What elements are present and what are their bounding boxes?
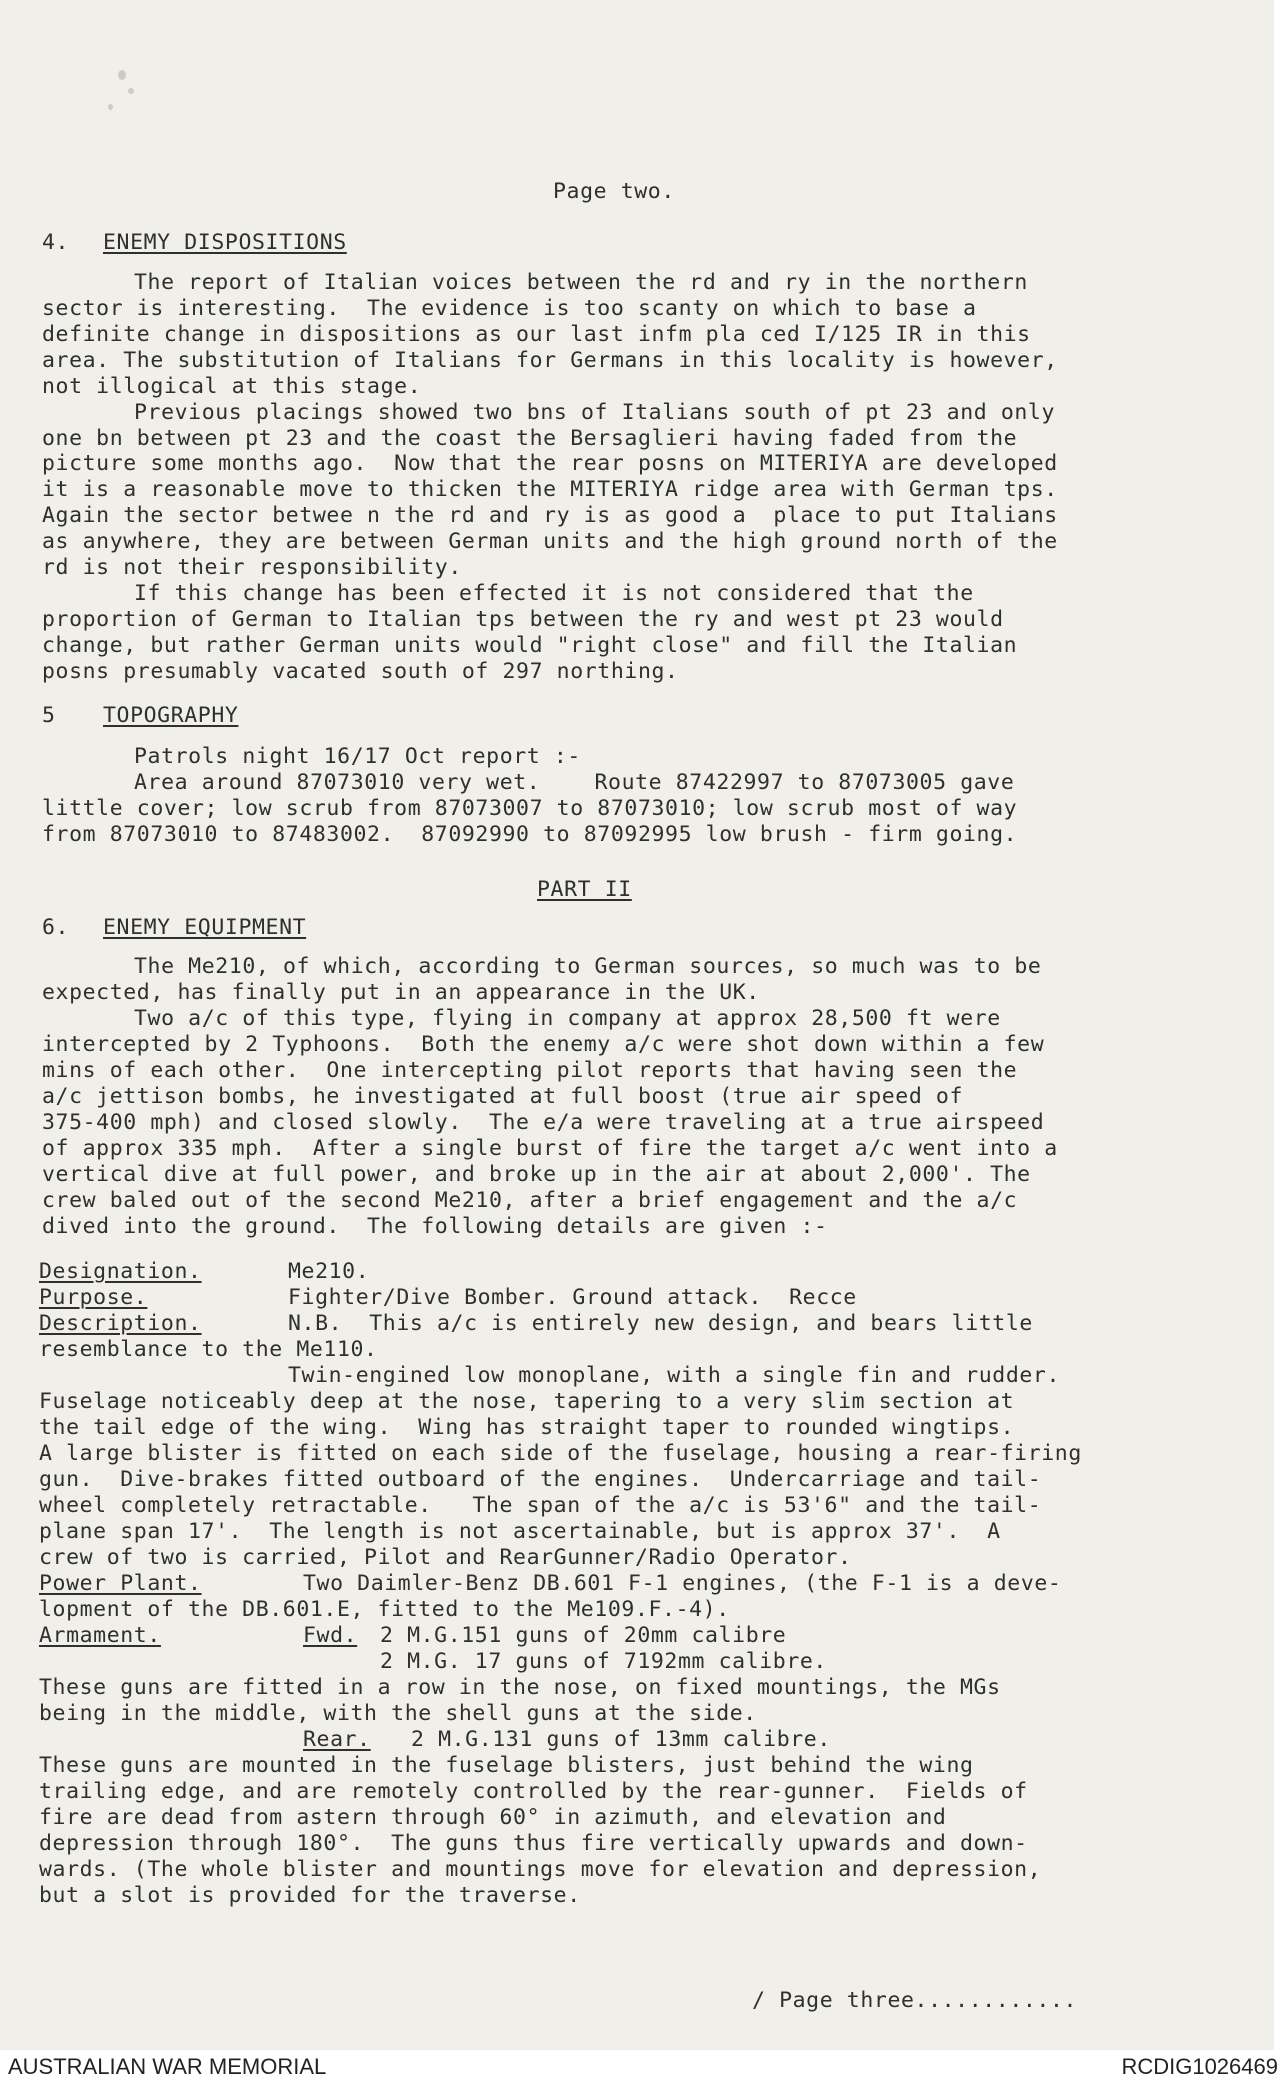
section-6-line: vertical dive at full power, and broke up in the air at about 2,000'. The <box>42 1162 1031 1187</box>
page-continuation: / Page three............ <box>752 1988 1078 2013</box>
section-6-line: Two a/c of this type, flying in company at approx 28,500 ft were <box>134 1006 1001 1031</box>
section-6-line: mins of each other. One intercepting pilot reports that having seen the <box>42 1058 1018 1083</box>
description-line: resemblance to the Me110. <box>39 1337 378 1362</box>
section-4-line: it is a reasonable move to thicken the MITERIYA ridge area with German tps. <box>42 477 1058 502</box>
armament-fwd-line: 2 M.G.151 guns of 20mm calibre <box>380 1623 787 1648</box>
description-value: N.B. This a/c is entirely new design, and bears little <box>288 1311 1033 1336</box>
page-edge <box>1274 0 1288 2050</box>
section-4-line: If this change has been effected it is not considered that the <box>134 581 974 606</box>
section-4-title: ENEMY DISPOSITIONS <box>103 230 347 255</box>
section-6-line: dived into the ground. The following details are given :- <box>42 1214 828 1239</box>
section-4-line: The report of Italian voices between the rd and ry in the northern <box>134 270 1028 295</box>
description-line: gun. Dive-brakes fitted outboard of the engines. Undercarriage and tail- <box>39 1467 1042 1492</box>
description-line: crew of two is carried, Pilot and RearGunner/Radio Operator. <box>39 1545 852 1570</box>
section-6-line: of approx 335 mph. After a single burst of fire the target a/c went into a <box>42 1136 1058 1161</box>
description-line: plane span 17'. The length is not ascertainable, but is approx 37'. A <box>39 1519 1001 1544</box>
section-4-line: rd is not their responsibility. <box>42 555 462 580</box>
description-line: Twin-engined low monoplane, with a single fin and rudder. <box>288 1363 1061 1388</box>
section-5-number: 5 <box>42 703 56 728</box>
description-line: the tail edge of the wing. Wing has straight taper to rounded wingtips. <box>39 1415 1015 1440</box>
purpose-value: Fighter/Dive Bomber. Ground attack. Recce <box>288 1285 857 1310</box>
section-4-line: picture some months ago. Now that the rear posns on MITERIYA are developed <box>42 451 1058 476</box>
section-6-line: The Me210, of which, according to German sources, so much was to be <box>134 954 1042 979</box>
armament-label: Armament. <box>39 1623 161 1648</box>
designation-label: Designation. <box>39 1259 202 1284</box>
section-4-line: one bn between pt 23 and the coast the Bersaglieri having faded from the <box>42 426 1018 451</box>
stain-mark <box>128 88 134 94</box>
description-line: A large blister is fitted on each side of the fuselage, housing a rear-firing <box>39 1441 1082 1466</box>
armament-line: but a slot is provided for the traverse. <box>39 1883 581 1908</box>
section-4-line: as anywhere, they are between German units and the high ground north of the <box>42 529 1058 554</box>
armament-line: trailing edge, and are remotely controlled by the rear-gunner. Fields of <box>39 1779 1028 1804</box>
purpose-label: Purpose. <box>39 1285 148 1310</box>
power-plant-label: Power Plant. <box>39 1571 202 1596</box>
description-label: Description. <box>39 1311 202 1336</box>
description-line: wheel completely retractable. The span of the a/c is 53'6" and the tail- <box>39 1493 1042 1518</box>
armament-rear-label: Rear. <box>303 1727 371 1752</box>
section-4-line: proportion of German to Italian tps between the ry and west pt 23 would <box>42 607 1004 632</box>
power-plant-value: Two Daimler-Benz DB.601 F-1 engines, (the F-1 is a deve- <box>303 1571 1062 1596</box>
section-4-line: Again the sector betwee n the rd and ry is as good a place to put Italians <box>42 503 1058 528</box>
section-6-line: a/c jettison bombs, he investigated at full boost (true air speed of <box>42 1084 963 1109</box>
part-heading: PART II <box>537 877 632 902</box>
armament-rear-line: 2 M.G.131 guns of 13mm calibre. <box>411 1727 831 1752</box>
section-5-line: little cover; low scrub from 87073007 to 87073010; low scrub most of way <box>42 796 1018 821</box>
armament-fwd-line: 2 M.G. 17 guns of 7192mm calibre. <box>380 1649 827 1674</box>
section-5-title: TOPOGRAPHY <box>103 703 239 728</box>
section-6-line: intercepted by 2 Typhoons. Both the enemy a/c were shot down within a few <box>42 1032 1045 1057</box>
section-4-line: change, but rather German units would "right close" and fill the Italian <box>42 633 1018 658</box>
armament-line: wards. (The whole blister and mountings move for elevation and depression, <box>39 1857 1042 1882</box>
archive-footer <box>0 2052 1288 2082</box>
section-5-line: Patrols night 16/17 Oct report :- <box>134 744 581 769</box>
section-6-line: crew baled out of the second Me210, after a brief engagement and the a/c <box>42 1188 1018 1213</box>
armament-line: being in the middle, with the shell guns at the side. <box>39 1701 757 1726</box>
section-6-title: ENEMY EQUIPMENT <box>103 915 307 940</box>
power-plant-line: lopment of the DB.601.E, fitted to the Me109.F.-4). <box>39 1597 730 1622</box>
description-line: Fuselage noticeably deep at the nose, tapering to a very slim section at <box>39 1389 1015 1414</box>
section-4-number: 4. <box>42 230 70 255</box>
stain-mark <box>118 70 126 80</box>
armament-fwd-label: Fwd. <box>303 1623 358 1648</box>
armament-line: fire are dead from astern through 60° in azimuth, and elevation and <box>39 1805 947 1830</box>
section-4-line: definite change in dispositions as our last infm pla ced I/125 IR in this <box>42 322 1031 347</box>
designation-value: Me210. <box>288 1259 370 1284</box>
armament-line: These guns are fitted in a row in the nose, on fixed mountings, the MGs <box>39 1675 1001 1700</box>
section-6-line: 375-400 mph) and closed slowly. The e/a were traveling at a true airspeed <box>42 1110 1045 1135</box>
section-4-line: not illogical at this stage. <box>42 374 422 399</box>
section-4-line: posns presumably vacated south of 297 northing. <box>42 659 679 684</box>
section-4-line: area. The substitution of Italians for Germans in this locality is however, <box>42 348 1058 373</box>
page-heading: Page two. <box>553 179 675 204</box>
section-5-line: from 87073010 to 87483002. 87092990 to 87092995 low brush - firm going. <box>42 822 1018 847</box>
section-6-line: expected, has finally put in an appearance in the UK. <box>42 980 760 1005</box>
footer-institution: AUSTRALIAN WAR MEMORIAL <box>8 2054 327 2079</box>
armament-line: These guns are mounted in the fuselage blisters, just behind the wing <box>39 1753 974 1778</box>
section-5-line: Area around 87073010 very wet. Route 87422997 to 87073005 gave <box>134 770 1015 795</box>
section-6-number: 6. <box>42 915 70 940</box>
stain-mark <box>108 104 113 110</box>
section-4-line: sector is interesting. The evidence is too scanty on which to base a <box>42 296 977 321</box>
footer-record-id: RCDIG1026469 <box>1121 2054 1278 2079</box>
armament-line: depression through 180°. The guns thus fire vertically upwards and down- <box>39 1831 1028 1856</box>
section-4-line: Previous placings showed two bns of Italians south of pt 23 and only <box>134 400 1055 425</box>
